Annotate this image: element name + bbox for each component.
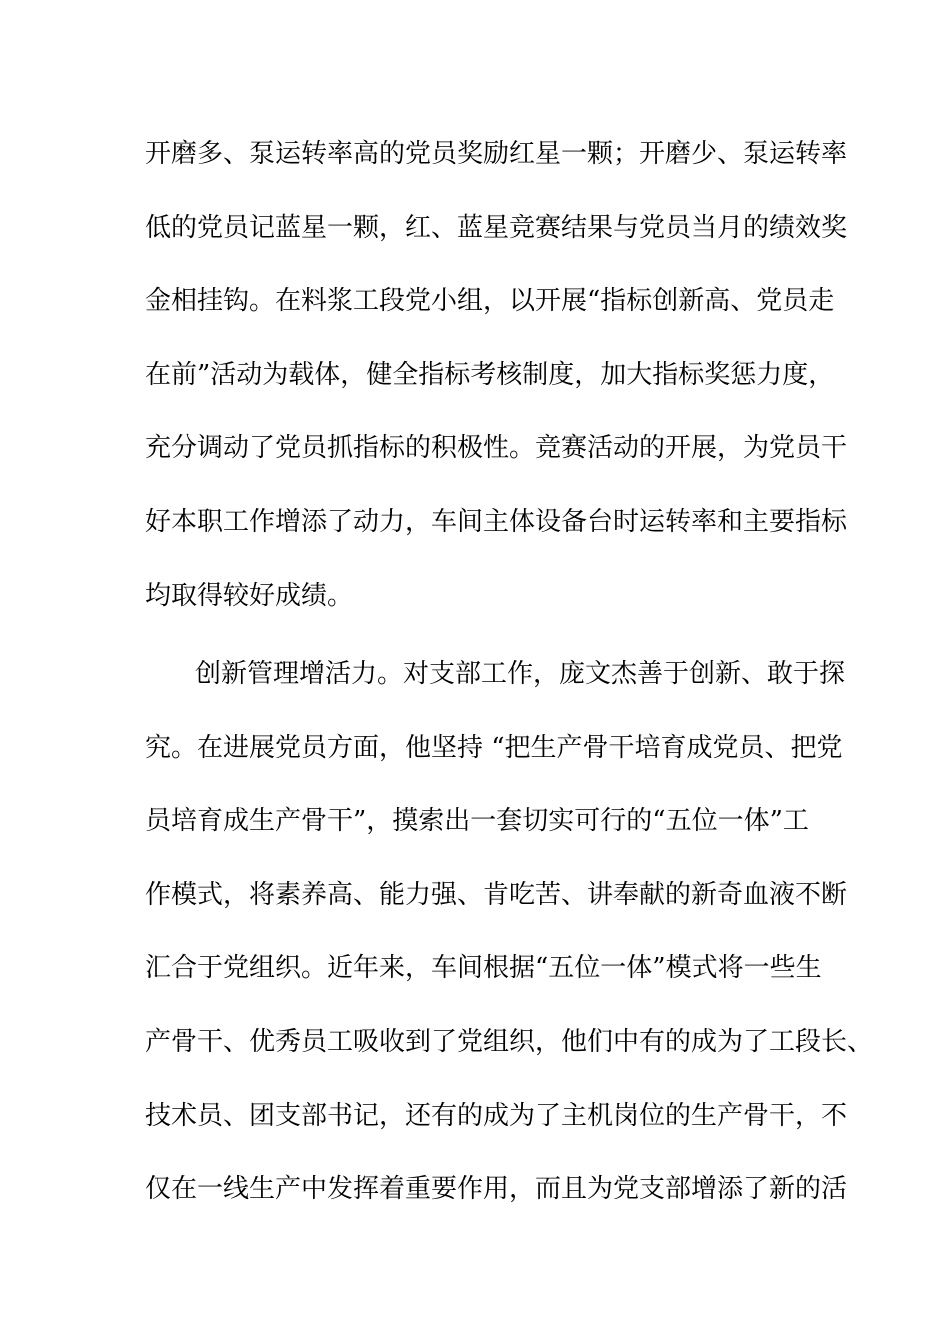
- text-line: 在前”活动为载体，健全指标考核制度，加大指标奖惩力度，: [145, 359, 835, 390]
- text-line: 金相挂钩。在料浆工段党小组，以开展“指标创新高、党员走: [145, 286, 835, 317]
- text-line: 开磨多、泵运转率高的党员奖励红星一颗；开磨少、泵运转率: [145, 139, 848, 169]
- text-line: 汇合于党组织。近年来，车间根据“五位一体”模式将一些生: [145, 953, 822, 984]
- text-line: 究。在进展党员方面，他坚持 “把生产骨干培育成党员、把党: [145, 732, 843, 763]
- text-line: 低的党员记蓝星一颗，红、蓝星竞赛结果与党员当月的绩效奖: [145, 212, 848, 243]
- paragraph-2: [145, 654, 874, 1243]
- text-line: 员培育成生产骨干”，摸索出一套切实可行的“五位一体”工: [145, 806, 809, 837]
- text-line: 充分调动了党员抓指标的积极性。竞赛活动的开展，为党员干: [145, 433, 848, 464]
- text-line: 作模式，将素养高、能力强、肯吃苦、讲奉献的新奇血液不断: [145, 879, 848, 910]
- text-line: 好本职工作增添了动力，车间主体设备台时运转率和主要指标: [145, 506, 848, 537]
- text-line-indented: 创新管理增活力。对支部工作，庞文杰善于创新、敢于探: [195, 659, 846, 689]
- text-line: 产骨干、优秀员工吸收到了党组织，他们中有的成为了工段长、: [145, 1026, 874, 1057]
- paragraph-1: [145, 134, 848, 649]
- text-line: 技术员、团支部书记，还有的成为了主机岗位的生产骨干，不: [145, 1100, 848, 1131]
- text-line: 均取得较好成绩。: [145, 580, 354, 611]
- text-line: 仅在一线生产中发挥着重要作用，而且为党支部增添了新的活: [145, 1174, 848, 1205]
